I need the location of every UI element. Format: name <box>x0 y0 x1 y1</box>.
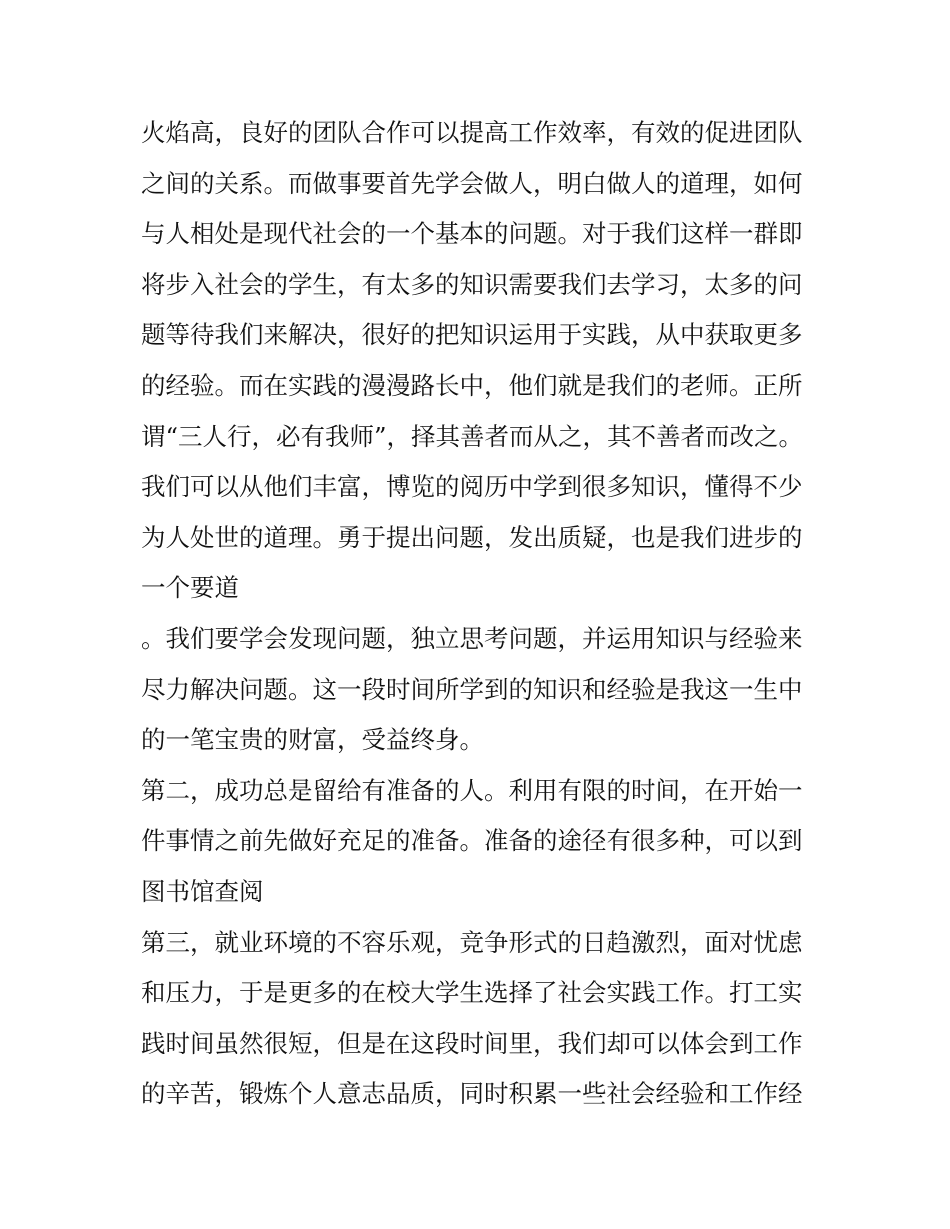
text-line: 将步入社会的学生，有太多的知识需要我们去学习，太多的问 <box>141 269 803 299</box>
text-line: 。我们要学会发现问题，独立思考问题，并运用知识与经验来 <box>141 623 803 653</box>
text-line: 践时间虽然很短，但是在这段时间里，我们却可以体会到工作 <box>141 1028 803 1058</box>
text-line: 我们可以从他们丰富，博览的阅历中学到很多知识，懂得不少 <box>141 472 803 502</box>
text-line: 第二，成功总是留给有准备的人。利用有限的时间，在开始一 <box>141 775 803 805</box>
text-line: 和压力，于是更多的在校大学生选择了社会实践工作。打工实 <box>141 978 803 1008</box>
text-line: 第三，就业环境的不容乐观，竞争形式的日趋激烈，面对忧虑 <box>141 927 803 957</box>
text-line: 题等待我们来解决，很好的把知识运用于实践，从中获取更多 <box>141 320 803 350</box>
text-line: 的一笔宝贵的财富，受益终身。 <box>141 725 484 755</box>
text-line: 与人相处是现代社会的一个基本的问题。对于我们这样一群即 <box>141 219 803 249</box>
body-text <box>141 108 821 1120</box>
text-line: 图书馆查阅 <box>141 876 264 906</box>
text-line: 火焰高，良好的团队合作可以提高工作效率，有效的促进团队 <box>141 118 803 147</box>
text-line: 谓“三人行，必有我师”，择其善者而从之，其不善者而改之。 <box>141 421 804 451</box>
text-line: 件事情之前先做好充足的准备。准备的途径有很多种，可以到 <box>141 826 803 856</box>
text-line: 尽力解决问题。这一段时间所学到的知识和经验是我这一生中 <box>141 674 803 704</box>
text-line: 的辛苦，锻炼个人意志品质，同时积累一些社会经验和工作经 <box>141 1079 803 1109</box>
text-line: 一个要道 <box>141 573 239 603</box>
text-line: 的经验。而在实践的漫漫路长中，他们就是我们的老师。正所 <box>141 370 803 400</box>
text-line: 为人处世的道理。勇于提出问题，发出质疑，也是我们进步的 <box>141 522 803 552</box>
text-line: 之间的关系。而做事要首先学会做人，明白做人的道理，如何 <box>141 168 803 198</box>
